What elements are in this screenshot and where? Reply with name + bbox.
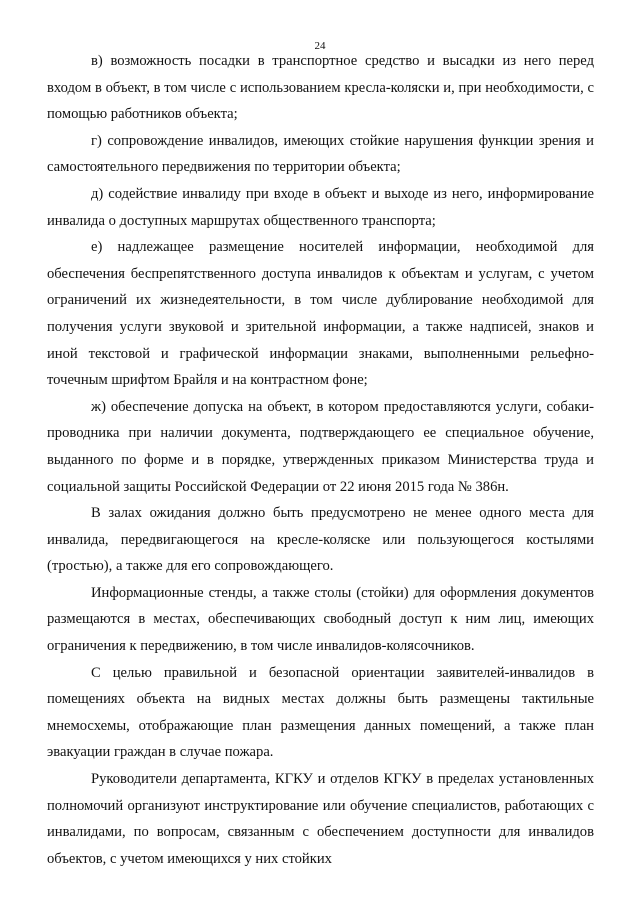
paragraph-tactile-schemes: С целью правильной и безопасной ориентации заявителей-инвалидов в помещениях объекта на видных местах должны быть размещены тактильные мнемосхемы, отображающие план размещения данных помещений, а также план эвакуации граждан в случае пожара.: [47, 664, 594, 761]
paragraph-item-d: д) содействие инвалиду при входе в объект и выходе из него, информирование инвалида о доступных маршрутах общественного транспорта;: [47, 185, 594, 229]
page-number: 24: [314, 40, 326, 52]
document-body: [47, 48, 594, 872]
paragraph-info-stands: Информационные стенды, а также столы (стойки) для оформления документов размещаются в местах, обеспечивающих свободный доступ к ним лиц, имеющих ограничения к передвижению, в том числе инвалидов-колясочников.: [47, 584, 594, 655]
paragraph-item-g: г) сопровождение инвалидов, имеющих стойкие нарушения функции зрения и самостоятельного передвижения по территории объекта;: [47, 132, 594, 176]
paragraph-waiting-rooms: В залах ожидания должно быть предусмотрено не менее одного места для инвалида, передвигающегося на кресле-коляске или пользующегося костылями (тростью), а также для его сопровождающего.: [47, 505, 594, 575]
paragraph-item-e: е) надлежащее размещение носителей информации, необходимой для обеспечения беспрепятственного доступа инвалидов к объектам и услугам, с учетом ограничений их жизнедеятельности, в том числе дублирование необходимой для получения услуги звуковой и зрительной информации, а также надписей, знаков и иной текстовой и графической информации знаками, выполненными рельефно-точечным шрифтом Брайля и на контрастном фоне;: [47, 239, 594, 389]
paragraph-managers-training: Руководители департамента, КГКУ и отделов КГКУ в пределах установленных полномочий организуют инструктирование или обучение специалистов, работающих с инвалидами, по вопросам, связанным с обеспечением доступности для инвалидов объектов, с учетом имеющихся у них стойких: [47, 771, 594, 867]
paragraph-item-zh: ж) обеспечение допуска на объект, в котором предоставляются услуги, собаки-проводника при наличии документа, подтверждающего ее специальное обучение, выданного по форме и в порядке, утвержденных приказом Министерства труда и социальной защиты Российской Федерации от 22 июня 2015 года № 386н.: [47, 398, 594, 495]
paragraph-item-v: в) возможность посадки в транспортное средство и высадки из него перед входом в объект, в том числе с использованием кресла-коляски и, при необходимости, с помощью работников объекта;: [47, 53, 594, 123]
